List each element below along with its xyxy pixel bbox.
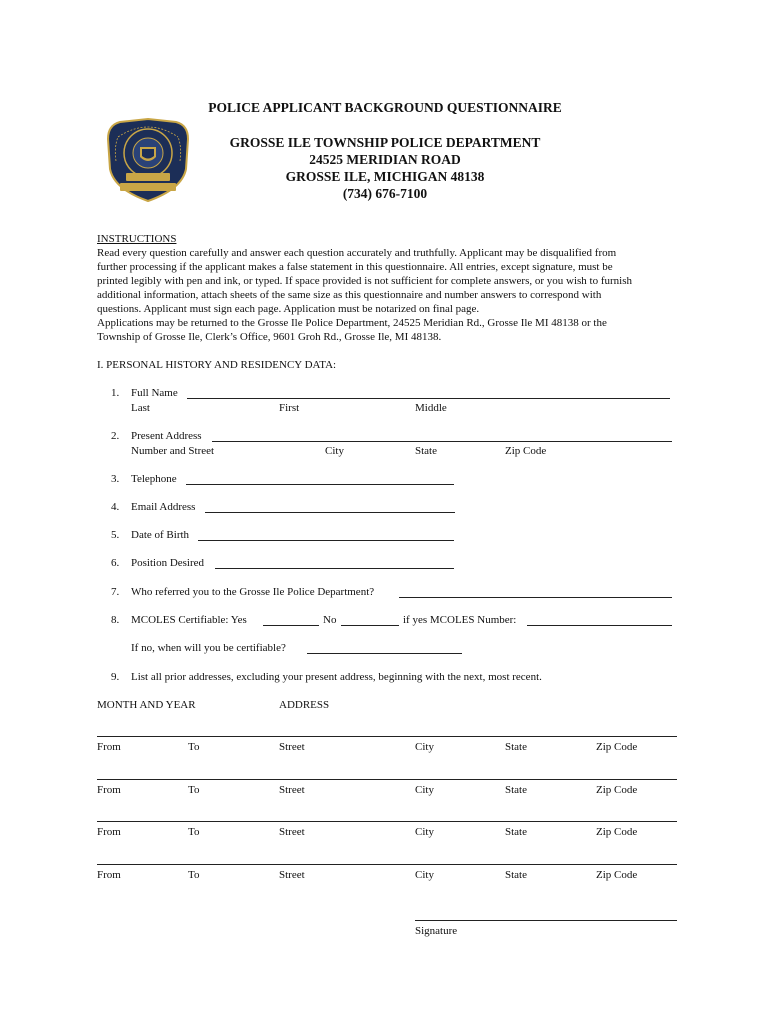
q1-sub-middle: Middle	[415, 402, 447, 414]
row-label-street: Street	[279, 784, 305, 796]
q1-label: Full Name	[131, 387, 178, 399]
form-title: POLICE APPLICANT BACKGROUND QUESTIONNAIRE	[208, 100, 562, 115]
date-of-birth-field[interactable]	[198, 540, 454, 541]
q2-number: 2.	[111, 430, 120, 442]
instructions-line: printed legibly with pen and ink, or typed. If space provided is not sufficient for complete answers, or you wish to furnish	[97, 275, 633, 287]
row-label-state: State	[505, 869, 527, 881]
present-address-field[interactable]	[212, 441, 672, 442]
instructions-line: Read every question carefully and answer each question accurately and truthfully. Applicant may be disqualified from	[97, 247, 617, 259]
q5-number: 5.	[111, 529, 120, 541]
q1-sub-first: First	[279, 402, 300, 414]
q9-number: 9.	[111, 671, 120, 683]
q8-number: 8.	[111, 614, 120, 626]
department-phone: (734) 676-7100	[342, 186, 428, 201]
mcoles-number-field[interactable]	[527, 625, 672, 626]
row-label-zip: Zip Code	[596, 826, 638, 838]
q1-number: 1.	[111, 387, 120, 399]
instructions-line: further processing if the applicant makes a false statement in this questionnaire. All entries, except signature, must be	[97, 261, 613, 273]
q2-sub-street: Number and Street	[131, 445, 215, 457]
q5-label: Date of Birth	[131, 529, 190, 541]
row-label-street: Street	[279, 869, 305, 881]
q3-label: Telephone	[131, 473, 177, 485]
q8-followup-label: If no, when will you be certifiable?	[131, 642, 286, 654]
row-label-street: Street	[279, 826, 305, 838]
col-month-year: MONTH AND YEAR	[97, 699, 196, 711]
q6-number: 6.	[111, 557, 120, 569]
row-label-city: City	[415, 826, 434, 838]
row-label-city: City	[415, 741, 434, 753]
row-label-state: State	[505, 826, 527, 838]
q9-label: List all prior addresses, excluding your present address, beginning with the next, most recent.	[131, 671, 542, 683]
row-label-zip: Zip Code	[596, 741, 638, 753]
q1-sub-last: Last	[131, 402, 150, 414]
prior-address-field[interactable]	[97, 736, 677, 737]
row-label-street: Street	[279, 741, 305, 753]
full-name-field[interactable]	[187, 398, 670, 399]
department-name: GROSSE ILE TOWNSHIP POLICE DEPARTMENT	[229, 135, 541, 150]
row-label-to: To	[188, 826, 200, 838]
email-field[interactable]	[205, 512, 455, 513]
certifiable-date-field[interactable]	[307, 653, 462, 654]
instructions-line: additional information, attach sheets of the same size as this questionnaire and number answers to correspond with	[97, 289, 602, 301]
q2-sub-state: State	[415, 445, 437, 457]
row-label-city: City	[415, 869, 434, 881]
q2-sub-city: City	[325, 445, 344, 457]
row-label-from: From	[97, 826, 121, 838]
referral-field[interactable]	[399, 597, 672, 598]
q4-label: Email Address	[131, 501, 196, 513]
q3-number: 3.	[111, 473, 120, 485]
row-label-city: City	[415, 784, 434, 796]
row-label-to: To	[188, 741, 200, 753]
prior-address-field[interactable]	[97, 821, 677, 822]
telephone-field[interactable]	[186, 484, 454, 485]
q7-label: Who referred you to the Grosse Ile Police Department?	[131, 586, 375, 598]
q6-label: Position Desired	[131, 557, 205, 569]
mcoles-no-field[interactable]	[341, 625, 399, 626]
department-city: GROSSE ILE, MICHIGAN 48138	[285, 169, 485, 184]
prior-address-field[interactable]	[97, 864, 677, 865]
row-label-zip: Zip Code	[596, 784, 638, 796]
instructions-line: Township of Grosse Ile, Clerk’s Office, 9601 Groh Rd., Grosse Ile, MI 48138.	[97, 331, 442, 343]
row-label-from: From	[97, 784, 121, 796]
row-label-from: From	[97, 741, 121, 753]
q2-sub-zip: Zip Code	[505, 445, 547, 457]
q4-number: 4.	[111, 501, 120, 513]
row-label-to: To	[188, 784, 200, 796]
section-1-title: I. PERSONAL HISTORY AND RESIDENCY DATA:	[97, 359, 337, 371]
instructions-heading: INSTRUCTIONS	[97, 233, 177, 245]
signature-label: Signature	[415, 925, 458, 937]
q8-ifyes-label: if yes MCOLES Number:	[403, 614, 517, 626]
row-label-zip: Zip Code	[596, 869, 638, 881]
instructions-line: questions. Applicant must sign each page. Application must be notarized on final page.	[97, 303, 480, 315]
position-desired-field[interactable]	[215, 568, 454, 569]
signature-field[interactable]	[415, 920, 677, 921]
q7-number: 7.	[111, 586, 120, 598]
row-label-state: State	[505, 784, 527, 796]
instructions-line: Applications may be returned to the Grosse Ile Police Department, 24525 Meridian Rd., Grosse Ile MI 48138 or the	[97, 317, 607, 329]
instructions-block	[97, 232, 687, 344]
row-label-to: To	[188, 869, 200, 881]
row-label-from: From	[97, 869, 121, 881]
q8-label: MCOLES Certifiable: Yes	[131, 614, 247, 626]
mcoles-yes-field[interactable]	[263, 625, 319, 626]
q8-no-label: No	[323, 614, 337, 626]
department-street: 24525 MERIDIAN ROAD	[309, 152, 461, 167]
col-address: ADDRESS	[279, 699, 330, 711]
prior-address-field[interactable]	[97, 779, 677, 780]
q2-label: Present Address	[131, 430, 202, 442]
row-label-state: State	[505, 741, 527, 753]
